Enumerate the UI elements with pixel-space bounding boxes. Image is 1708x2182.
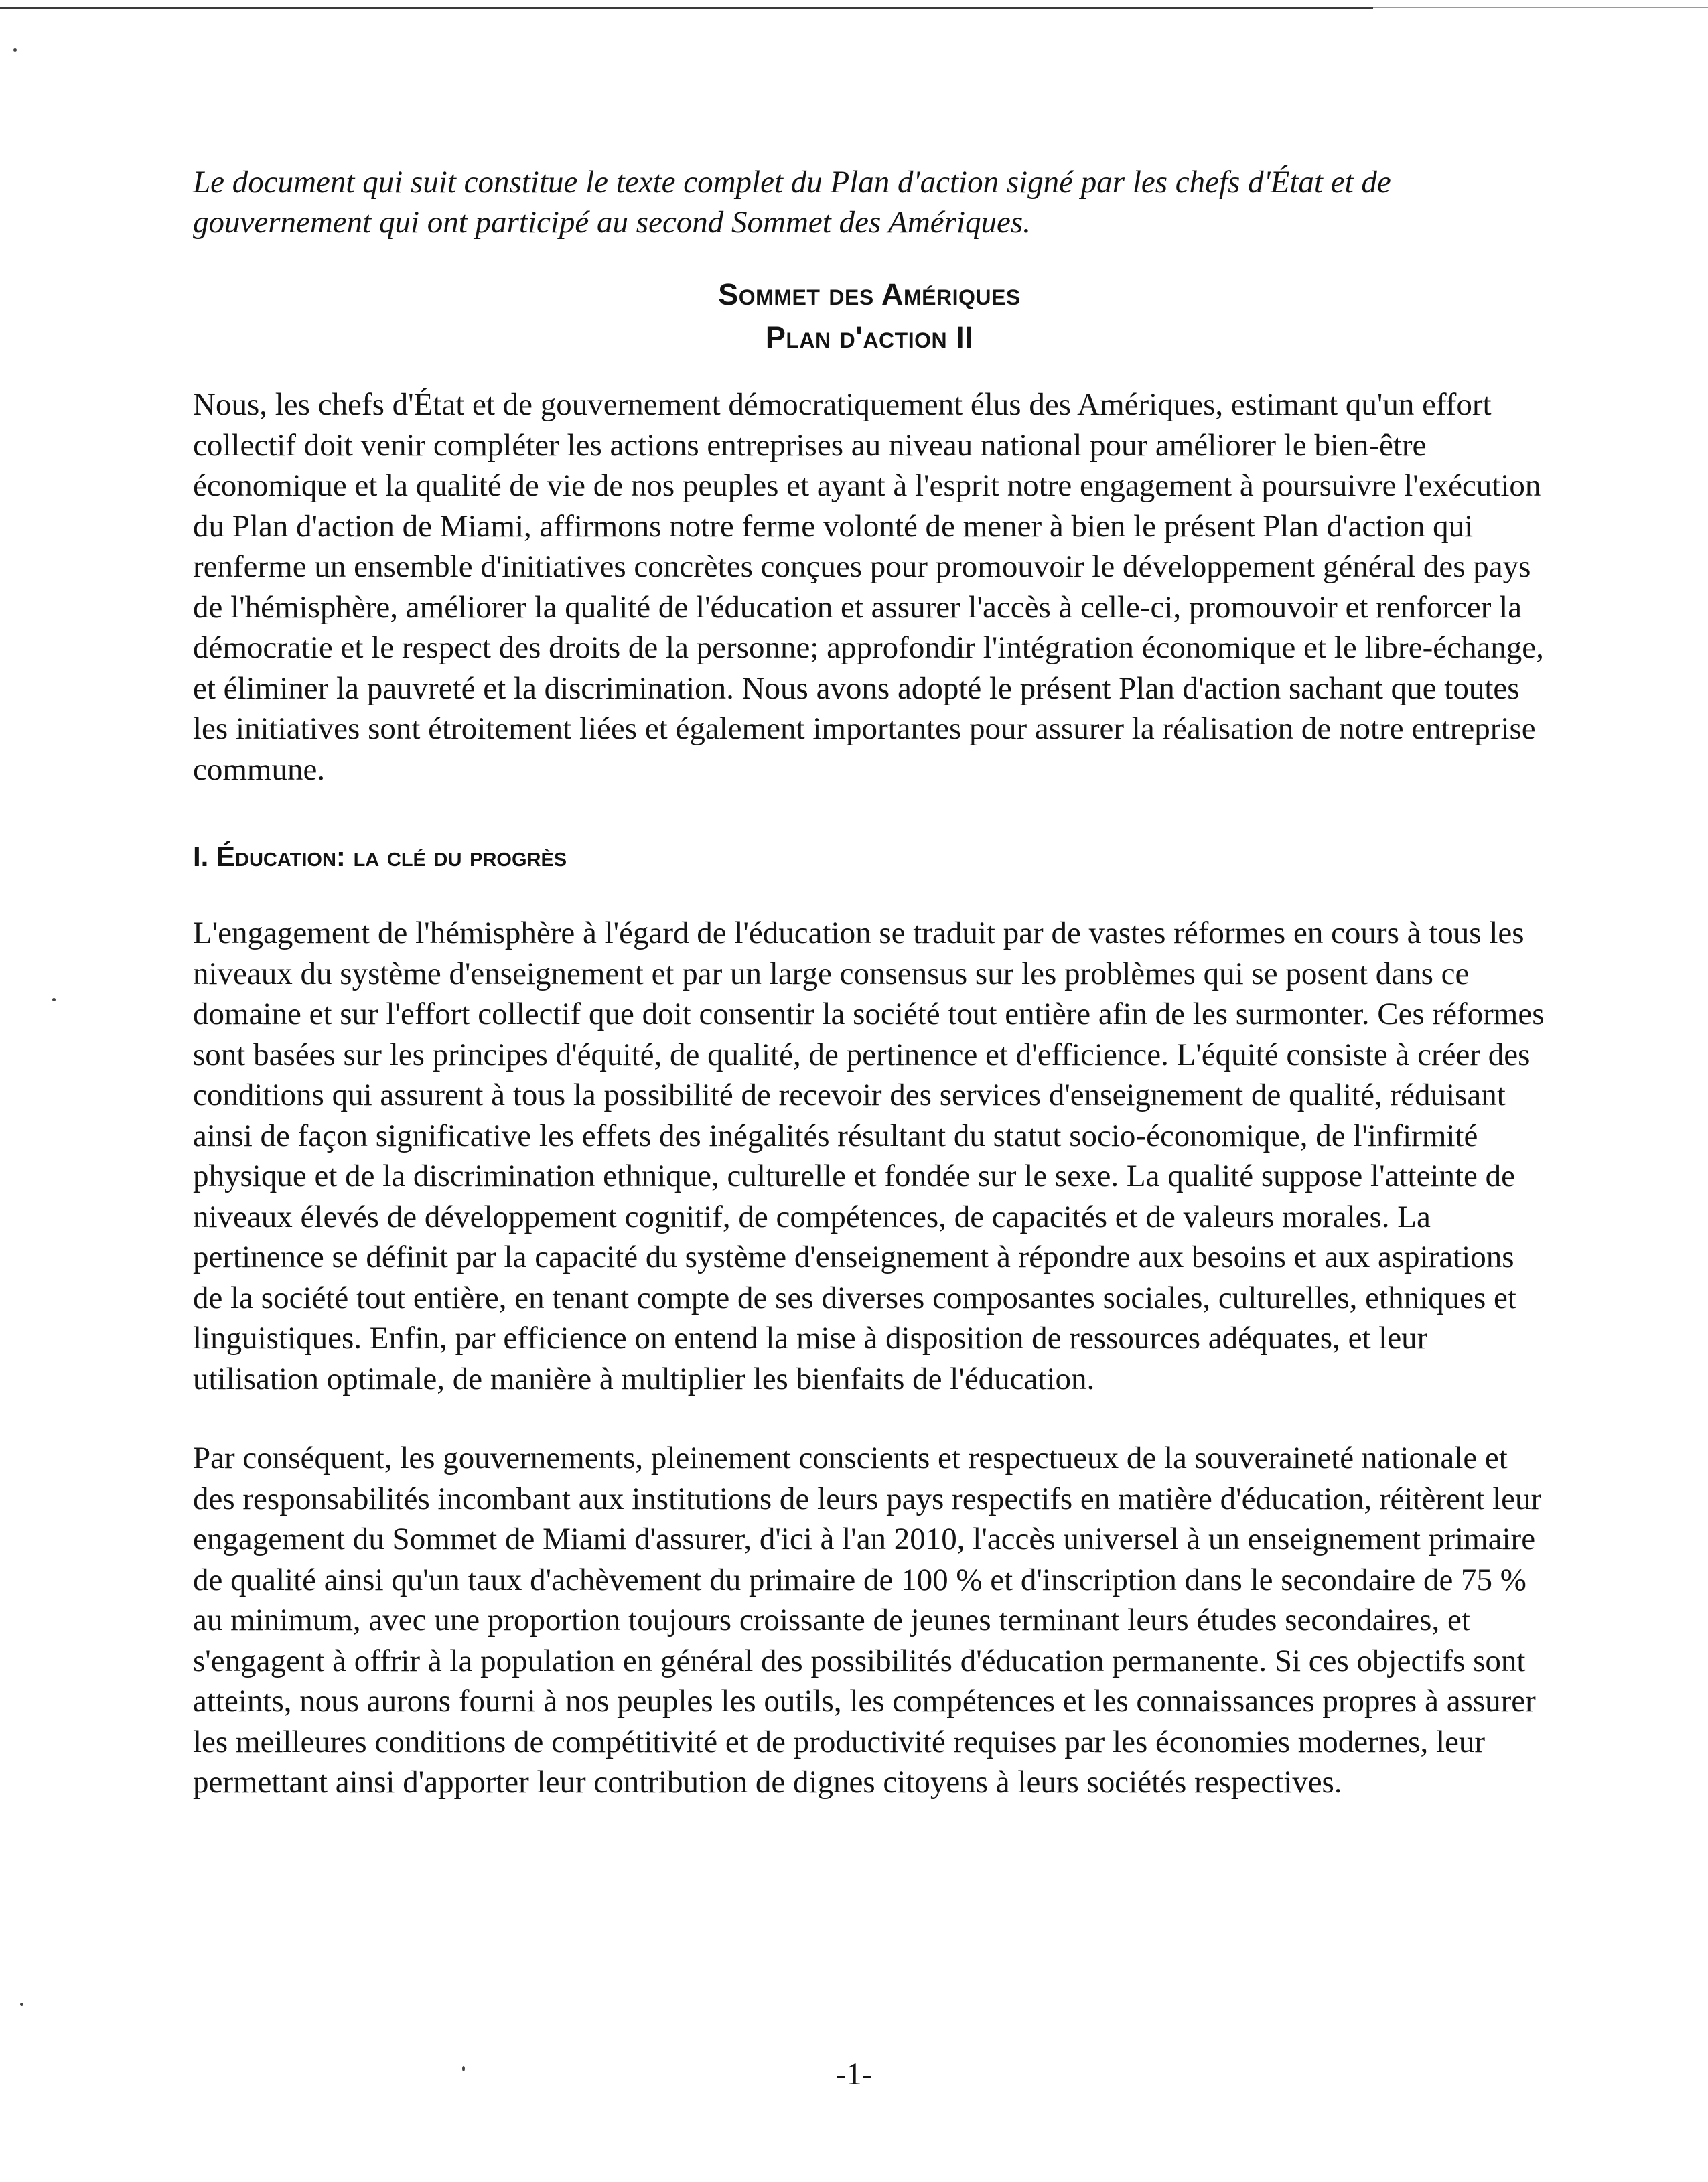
scan-speck bbox=[20, 2003, 23, 2006]
title-line-plan: Plan d'action II bbox=[765, 320, 974, 354]
intro-note: Le document qui suit constitue le texte complet du Plan d'action signé par les chefs d'État et de gouvernement qui ont participé au second Sommet des Amériques. bbox=[193, 165, 1391, 240]
document-page bbox=[193, 162, 1546, 1803]
scan-speck bbox=[52, 998, 56, 1001]
page-number: -1- bbox=[835, 2057, 873, 2092]
preamble-paragraph: Nous, les chefs d'État et de gouvernement démocratiquement élus des Amériques, estimant qu'un effort collectif doit venir compléter les actions entreprises au niveau national pour améliorer le bien-être économique et la qualité de vie de nos peuples et ayant à l'esprit notre engagement à poursuivre l'exécution du Plan d'action de Miami, affirmons notre ferme volonté de mener à bien le présent Plan d'action qui renferme un ensemble d'initiatives concrètes conçues pour promouvoir le développement général des pays de l'hémisphère, améliorer la qualité de l'éducation et assurer l'accès à celle-ci, promouvoir et renforcer la démocratie et le respect des droits de la personne; approfondir l'intégration économique et le libre-échange, et éliminer la pauvreté et la discrimination. Nous avons adopté le présent Plan d'action sachant que toutes les initiatives sont étroitement liées et également importantes pour assurer la réalisation de notre entreprise commune. bbox=[193, 387, 1544, 787]
education-paragraph-2: Par conséquent, les gouvernements, pleinement conscients et respectueux de la souveraineté nationale et des responsabilités incombant aux institutions de leurs pays respectifs en matière d'éducation, réitèrent leur engagement du Sommet de Miami d'assurer, d'ici à l'an 2010, l'accès universel à un enseignement primaire de qualité ainsi qu'un taux d'achèvement du primaire de 100 % et d'inscription dans le secondaire de 75 % au minimum, avec une proportion toujours croissante de jeunes terminant leurs études secondaires, et s'engagent à offrir à la population en général des possibilités d'éducation permanente. Si ces objectifs sont atteints, nous aurons fourni à nos peuples les outils, les compétences et les connaissances propres à assurer les meilleures conditions de compétitivité et de productivité requises par les économies modernes, leur permettant ainsi d'apporter leur contribution de dignes citoyens à leurs sociétés respectives. bbox=[193, 1441, 1542, 1800]
document-title bbox=[193, 273, 1546, 359]
section-heading-education: I. Éducation: la clé du progrès bbox=[193, 841, 567, 872]
scan-speck bbox=[13, 48, 17, 52]
scan-edge-line-faint bbox=[1373, 7, 1708, 8]
education-paragraph-1: L'engagement de l'hémisphère à l'égard de l'éducation se traduit par de vastes réformes en cours à tous les niveaux du système d'enseignement et par un large consensus sur les problèmes qui se posent dans ce domaine et sur l'effort collectif que doit consentir la société tout entière afin de les surmonter. Ces réformes sont basées sur les principes d'équité, de qualité, de pertinence et d'efficience. L'équité consiste à créer des conditions qui assurent à tous la possibilité de recevoir des services d'enseignement de qualité, réduisant ainsi de façon significative les effets des inégalités résultant du statut socio-économique, de l'infirmité physique et de la discrimination ethnique, culturelle et fondée sur le sexe. La qualité suppose l'atteinte de niveaux élevés de développement cognitif, de compétences, de capacités et de valeurs morales. La pertinence se définit par la capacité du système d'enseignement à répondre aux besoins et aux aspirations de la société tout entière, en tenant compte de ses diverses composantes sociales, culturelles, ethniques et linguistiques. Enfin, par efficience on entend la mise à disposition de ressources adéquates, et leur utilisation optimale, de manière à multiplier les bienfaits de l'éducation. bbox=[193, 916, 1545, 1396]
title-line-summit: Sommet des Amériques bbox=[718, 277, 1021, 311]
scan-edge-line bbox=[0, 7, 1373, 9]
